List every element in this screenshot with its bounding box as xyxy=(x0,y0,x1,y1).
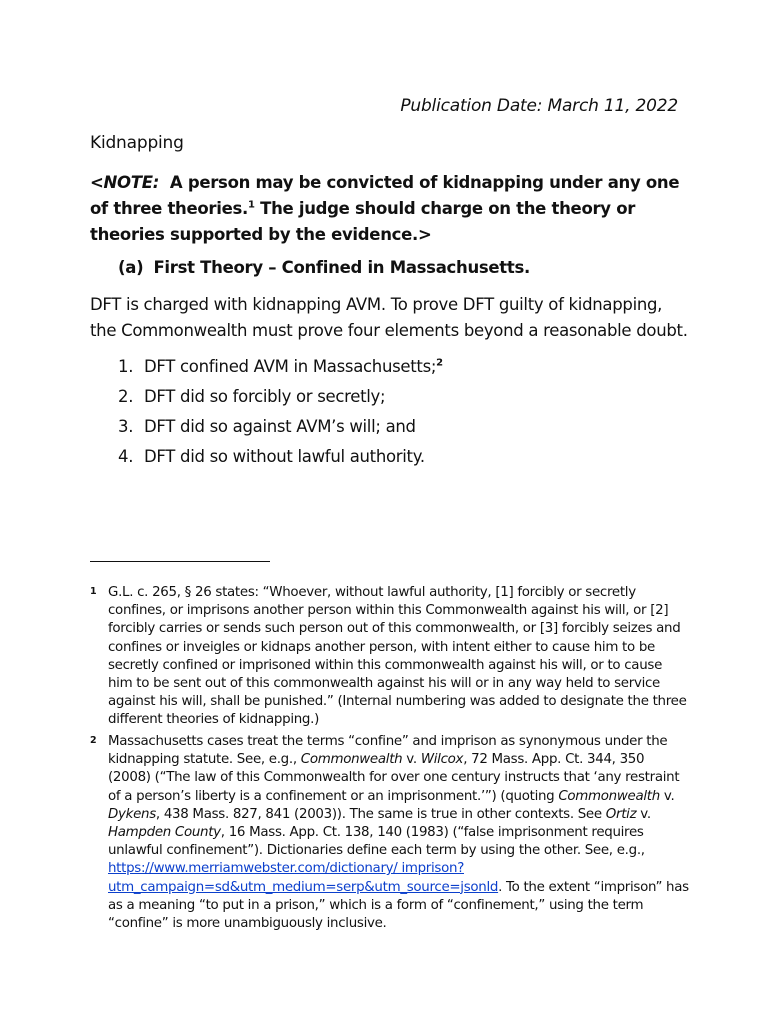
case-name: Commonwealth xyxy=(558,788,660,804)
fn2-part: , 72 Mass. App. Ct. 344, 350 (2008) (“The law of this Commonwealth for over one century instructs that ‘any restraint of a person’s liberty is a confinement or an imprisonment.’”) (quoting xyxy=(108,752,680,804)
footnote-mark: 2 xyxy=(90,735,97,746)
case-name: Wilcox xyxy=(420,752,464,768)
publication-date: Publication Date: March 11, 2022 xyxy=(400,96,678,116)
footnote-2 xyxy=(90,733,690,933)
fn2-part: , 438 Mass. 827, 841 (2003)). The same is true in other contexts. See xyxy=(155,806,606,822)
fn2-part: . To the extent “imprison” has as a meaning “to put in a prison,” which is a form of “confinement,” using the term “confine” is more unambiguously inclusive. xyxy=(108,879,689,932)
fn2-part: v. xyxy=(636,806,651,822)
footnote-text xyxy=(108,733,690,933)
footnote-mark: 1 xyxy=(90,586,97,597)
list-item-text: DFT did so forcibly or secretly; xyxy=(144,387,386,406)
fn2-part: v. xyxy=(402,752,421,768)
fn2-part: Massachusetts cases treat the terms “confine” and imprison as synonymous under the kidnapping statute. See, e.g., xyxy=(108,734,668,768)
footnote-1 xyxy=(90,584,690,730)
note-label: NOTE xyxy=(103,173,153,192)
case-name: Hampden County xyxy=(108,825,221,841)
document-title: Kidnapping xyxy=(90,133,184,153)
list-item-number: 2. xyxy=(118,387,134,406)
jury-note xyxy=(90,170,690,248)
case-name: Commonwealth xyxy=(300,752,403,768)
footnote-ref-1[interactable]: 1 xyxy=(248,199,255,211)
case-name: Ortiz xyxy=(605,806,637,822)
fn2-part: v. xyxy=(659,788,675,804)
list-item-text: DFT did so without lawful authority. xyxy=(144,447,425,466)
list-item xyxy=(118,382,443,412)
theory-label: (a) xyxy=(118,258,144,277)
note-colon: : xyxy=(152,173,160,192)
intro-paragraph: DFT is charged with kidnapping AVM. To prove DFT guilty of kidnapping, the Commonwealth must prove four elements beyond a reasonable doubt. xyxy=(90,295,688,340)
list-item-number: 1. xyxy=(118,357,134,376)
list-item xyxy=(118,442,443,472)
theory-heading xyxy=(118,258,530,277)
footnote-text: G.L. c. 265, § 26 states: “Whoever, without lawful authority, [1] forcibly or secretly confines, or imprisons another person within this Commonwealth against his will, or [2] forcibly carries or sends such person out of this commonwealth, or [3] forcibly seizes and confines or inveigles or kidnaps another person, with intent either to cause him to be secretly confined or imprisoned within this commonwealth against his will, or to cause him to be sent out of this commonwealth against his will or in any way held to service against his will, shall be punished.” (Internal numbering was added to designate the three different theories of kidnapping.) xyxy=(108,585,687,728)
dictionary-link[interactable]: https://www.merriamwebster.com/dictionary/ imprison?utm_campaign=sd&utm_medium=serp&utm_source=jsonld xyxy=(108,861,499,895)
list-item-number: 3. xyxy=(118,417,134,436)
footnote-separator xyxy=(90,561,270,562)
list-item-number: 4. xyxy=(118,447,134,466)
note-text-2: The judge should charge on the theory or theories supported by the evidence.> xyxy=(90,199,636,244)
note-open: < xyxy=(90,173,104,192)
list-item xyxy=(118,352,443,382)
list-item xyxy=(118,412,443,442)
case-name: Dykens xyxy=(108,806,156,822)
footnote-ref-2[interactable]: 2 xyxy=(436,357,443,369)
list-item-text: DFT confined AVM in Massachusetts; xyxy=(144,357,437,376)
list-item-text: DFT did so against AVM’s will; and xyxy=(144,417,416,436)
note-text-1: A person may be convicted of kidnapping under any one of three theories. xyxy=(90,173,680,218)
fn2-part: , 16 Mass. App. Ct. 138, 140 (1983) (“false imprisonment requires unlawful confinement”). Dictionaries define each term by using the other. See, e.g., xyxy=(108,825,645,859)
elements-list xyxy=(118,352,443,472)
theory-text: First Theory – Confined in Massachusetts. xyxy=(153,258,530,277)
